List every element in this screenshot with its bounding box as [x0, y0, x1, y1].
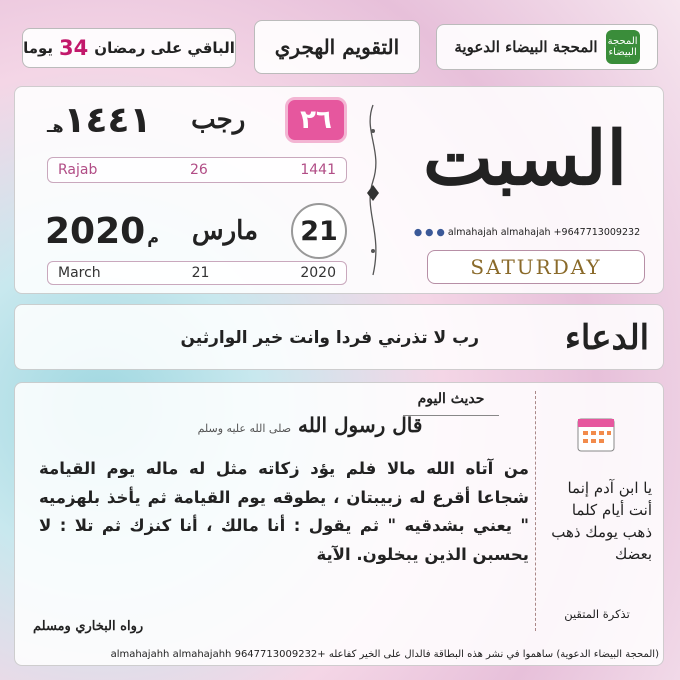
day-name-arabic: السبت — [422, 116, 628, 202]
social-text: almahajah almahajah +9647713009232 — [447, 227, 641, 238]
calendar-title: التقويم الهجري — [274, 35, 400, 59]
hijri-month-en: Rajab — [58, 162, 98, 178]
greg-month-en: March — [58, 265, 101, 281]
greg-date-row — [45, 203, 347, 259]
calendar-icon — [574, 411, 620, 457]
date-panel — [14, 86, 664, 294]
hijri-day-badge: ٢٦ — [285, 97, 347, 143]
greg-day-en: 21 — [191, 265, 210, 281]
ornament-divider-icon — [359, 101, 387, 279]
page-title — [254, 20, 420, 74]
brand-header — [436, 24, 658, 70]
reminder-label: تذكرة المتقين — [564, 607, 630, 621]
hadith-heading — [195, 413, 425, 445]
hijri-month: رجب — [191, 105, 246, 135]
logo-text: المحجة البيضاء — [607, 36, 638, 58]
hijri-year-en: 1441 — [300, 162, 336, 178]
greg-month: مارس — [191, 216, 259, 246]
prophet-said: قال رسول الله — [298, 413, 423, 437]
greg-year — [45, 211, 159, 252]
dua-text: رب لا تذرني فردا وانت خير الوارثين — [180, 328, 479, 348]
hijri-sub-row — [47, 157, 347, 183]
ramadan-prefix: الباقي على رمضان — [94, 39, 235, 57]
greg-sub-row — [47, 261, 347, 285]
greg-year-en: 2020 — [300, 265, 336, 281]
dua-title: الدعاء — [564, 318, 650, 358]
hijri-day-en: 26 — [189, 162, 208, 178]
ramadan-suffix: يوما — [23, 39, 54, 57]
side-card — [535, 391, 658, 631]
hadith-body: من آتاه الله مالا فلم يؤد زكاته مثل له ماله يوم القيامة شجاعا أقرع له زبيبتان ، يطوقه يوم القيامة ثم يأخذ بلهزميه " يعني بشدقيه " ثم يقول : أنا مالك ، أنا كنزك ثم تلا : لا يحسبن الذين يبخلون. الآية — [39, 459, 529, 564]
hijri-year — [45, 100, 151, 141]
brand-logo-icon — [606, 30, 640, 64]
hijri-year-number: ١٤٤١ — [63, 99, 152, 141]
dua-panel — [14, 304, 664, 370]
footer-line: (المحجة البيضاء الدعوية) ساهموا في نشر هذه البطاقة فالدال على الخير كفاعله +9647713009232 almahajahh almahajahh — [110, 649, 659, 660]
greg-suffix: م — [147, 227, 159, 247]
hadith-panel — [14, 382, 664, 666]
hadith-narrators: رواه البخاري ومسلم — [33, 619, 144, 634]
hadith-of-day-label: حديث اليوم — [403, 391, 499, 416]
greg-day-circle: 21 — [291, 203, 347, 259]
brand-name: المحجة البيضاء الدعوية — [454, 38, 598, 56]
ramadan-countdown — [22, 28, 236, 68]
social-icons: ● ● ● — [413, 227, 448, 238]
pbuh-text: صلى الله عليه وسلم — [197, 422, 292, 435]
social-handles — [393, 227, 661, 243]
side-quote: يا ابن آدم إنما أنت أيام كلما ذهب يومك ذهب بعضك — [551, 479, 652, 563]
hijri-date-row — [45, 97, 347, 143]
hijri-suffix: هـ — [47, 116, 64, 136]
ramadan-days-count: 34 — [59, 36, 89, 60]
day-name-english: SATURDAY — [427, 250, 645, 284]
greg-year-number: 2020 — [45, 210, 146, 252]
